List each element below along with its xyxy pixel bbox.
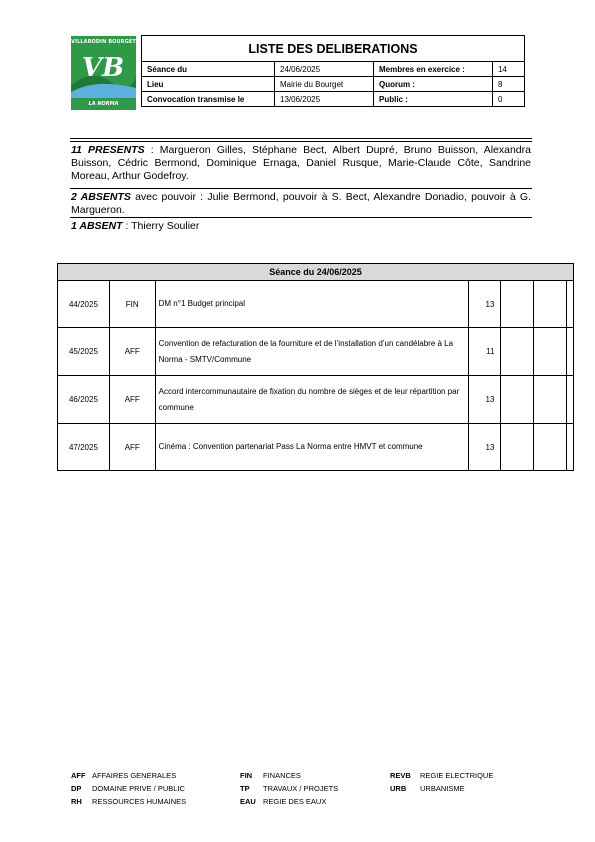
legend-item — [71, 782, 186, 795]
empty-cell — [501, 424, 534, 471]
divider — [70, 138, 532, 139]
legend-label: REGIE DES EAUX — [263, 797, 327, 806]
empty-cell — [567, 281, 574, 328]
convocation-value: 13/06/2025 — [275, 92, 374, 107]
seance-value: 24/06/2025 — [275, 62, 374, 77]
legend-column — [390, 769, 493, 795]
legend-abbr: REVB — [390, 771, 411, 780]
deliberation-vote: 13 — [468, 424, 501, 471]
empty-cell — [501, 376, 534, 424]
legend-label: REGIE ELECTRIQUE — [420, 771, 494, 780]
deliberation-object: Cinéma : Convention partenariat Pass La Norma entre HMVT et commune — [155, 424, 468, 471]
legend-item — [390, 769, 493, 782]
legend-label: AFFAIRES GENERALES — [92, 771, 177, 780]
empty-cell — [567, 328, 574, 376]
presents-paragraph — [71, 144, 531, 183]
lieu-label: Lieu — [142, 77, 275, 92]
session-info-row — [142, 92, 525, 107]
empty-cell — [534, 424, 567, 471]
legend-label: DOMAINE PRIVE / PUBLIC — [92, 784, 185, 793]
deliberation-object: DM n°1 Budget principal — [155, 281, 468, 328]
session-info-table — [141, 35, 525, 107]
legend-item — [240, 795, 338, 808]
empty-cell — [501, 281, 534, 328]
legend-item — [390, 782, 493, 795]
absents-label: 2 ABSENTS — [71, 191, 131, 203]
deliberation-object: Accord intercommunautaire de fixation du nombre de sièges et de leur répartition par commune — [155, 376, 468, 424]
legend-abbr: EAU — [240, 797, 256, 806]
empty-cell — [501, 328, 534, 376]
absent-paragraph — [71, 220, 531, 233]
deliberation-number: 46/2025 — [58, 376, 110, 424]
legend-item — [71, 769, 186, 782]
deliberation-type: AFF — [109, 376, 155, 424]
public-label: Public : — [374, 92, 493, 107]
membres-value: 14 — [493, 62, 525, 77]
empty-cell — [534, 281, 567, 328]
empty-cell — [534, 376, 567, 424]
lieu-value: Mairie du Bourget — [275, 77, 374, 92]
legend-item — [71, 795, 186, 808]
legend-label: TRAVAUX / PROJETS — [263, 784, 339, 793]
commune-logo — [71, 36, 136, 110]
seance-label: Séance du — [142, 62, 275, 77]
quorum-label: Quorum : — [374, 77, 493, 92]
logo-monogram: VB — [81, 53, 125, 83]
deliberation-number: 44/2025 — [58, 281, 110, 328]
deliberation-vote: 13 — [468, 376, 501, 424]
logo-mark-icon — [71, 46, 136, 98]
legend-label: FINANCES — [263, 771, 301, 780]
table-row — [58, 376, 574, 424]
table-row — [58, 424, 574, 471]
deliberation-number: 47/2025 — [58, 424, 110, 471]
deliberation-type: AFF — [109, 424, 155, 471]
legend-label: URBANISME — [420, 784, 465, 793]
presents-label: 11 PRESENTS — [71, 144, 145, 156]
absent-label: 1 ABSENT — [71, 220, 123, 232]
session-info-row — [142, 62, 525, 77]
divider — [70, 188, 532, 189]
session-info-row — [142, 77, 525, 92]
divider — [70, 217, 532, 218]
logo-top-text: VILLARODIN BOURGET — [71, 39, 136, 45]
public-value: 0 — [493, 92, 525, 107]
absent-list: : Thierry Soulier — [122, 220, 200, 232]
table-row — [58, 281, 574, 328]
legend-item — [240, 769, 338, 782]
deliberation-vote: 11 — [468, 328, 501, 376]
convocation-label: Convocation transmise le — [142, 92, 275, 107]
deliberation-object: Convention de refacturation de la fourniture et de l’installation d’un candélabre à La Norma - SMTV/Commune — [155, 328, 468, 376]
deliberation-type: FIN — [109, 281, 155, 328]
table-row — [58, 328, 574, 376]
absents-paragraph — [71, 191, 531, 217]
membres-label: Membres en exercice : — [374, 62, 493, 77]
seance-header: Séance du 24/06/2025 — [58, 264, 574, 281]
legend-label: RESSOURCES HUMAINES — [92, 797, 187, 806]
document-title: LISTE DES DELIBERATIONS — [142, 36, 525, 62]
legend-abbr: AFF — [71, 771, 86, 780]
empty-cell — [567, 424, 574, 471]
legend-abbr: TP — [240, 784, 250, 793]
legend-abbr: FIN — [240, 771, 253, 780]
divider — [70, 141, 532, 142]
legend-abbr: URB — [390, 784, 407, 793]
deliberation-vote: 13 — [468, 281, 501, 328]
presents-list: : Margueron Gilles, Stéphane Bect, Albert Dupré, Bruno Buisson, Alexandra Buisson, Cédric Bermond, Dominique Ernaga, Daniel Rusque, Marie-Claude Côte, Sandrine Moreau, Arthur Godefroy. — [71, 144, 531, 182]
deliberations-table — [57, 263, 574, 471]
absents-list: avec pouvoir : Julie Bermond, pouvoir à S. Bect, Alexandre Donadio, pouvoir à G. Margueron. — [71, 191, 531, 216]
deliberation-type: AFF — [109, 328, 155, 376]
legend-abbr: DP — [71, 784, 82, 793]
legend-item — [240, 782, 338, 795]
empty-cell — [567, 376, 574, 424]
empty-cell — [534, 328, 567, 376]
legend-column — [240, 769, 338, 808]
deliberation-number: 45/2025 — [58, 328, 110, 376]
logo-bottom-text: LA NORMA — [88, 101, 119, 107]
legend-column — [71, 769, 186, 808]
legend-abbr: RH — [71, 797, 82, 806]
quorum-value: 8 — [493, 77, 525, 92]
